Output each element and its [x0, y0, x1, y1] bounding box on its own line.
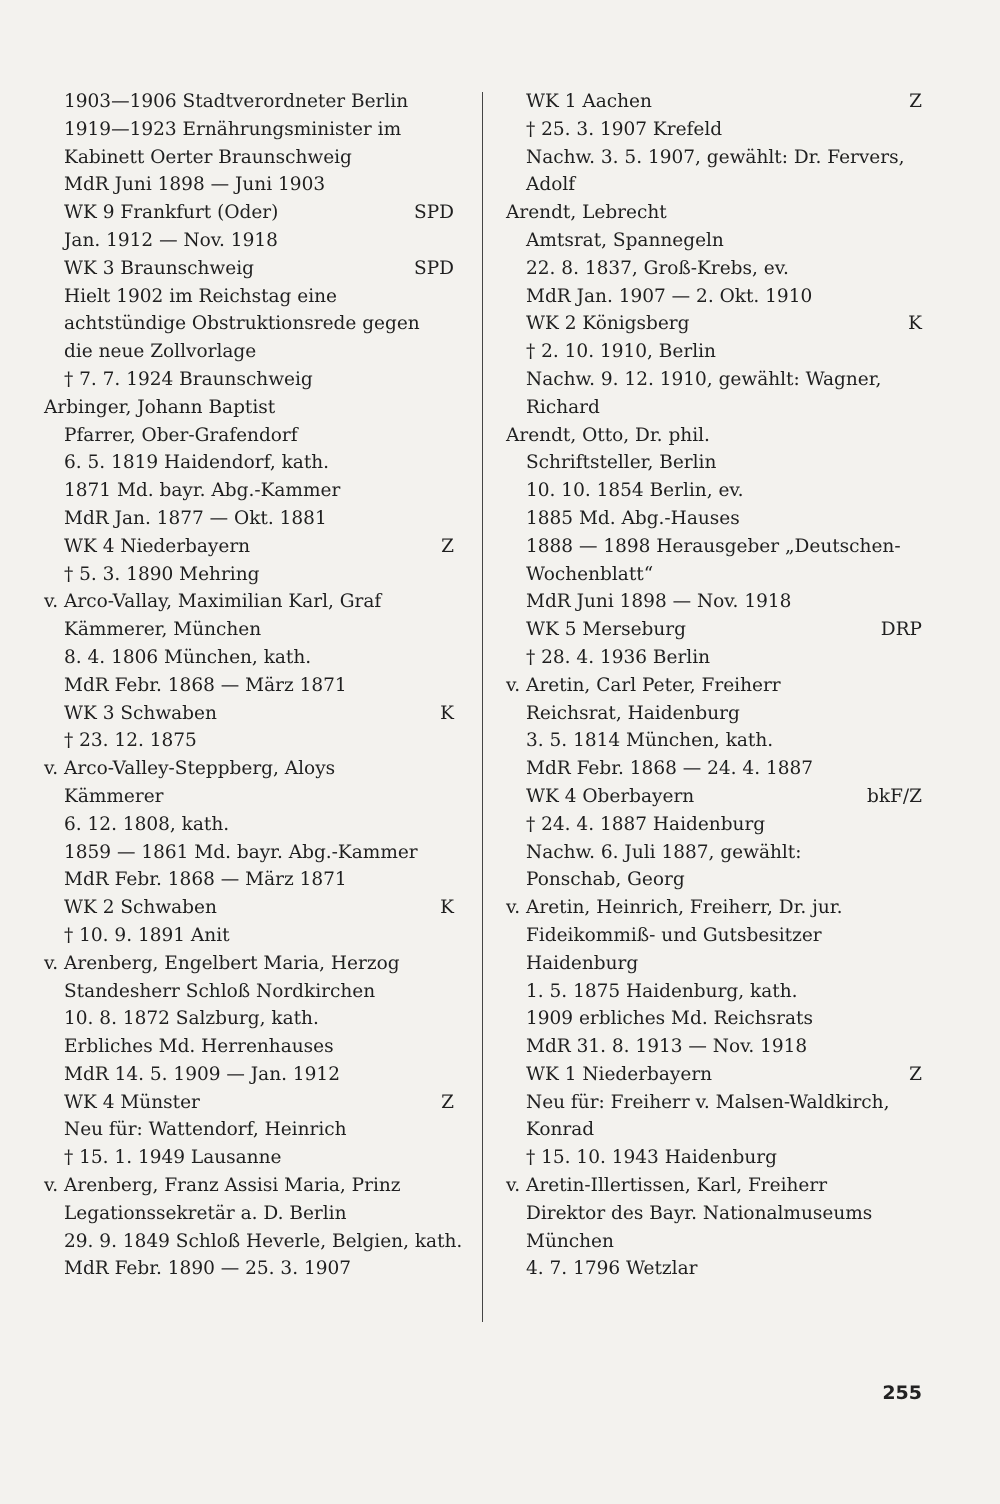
entry-line: [506, 310, 922, 338]
biography-entry: [506, 672, 922, 894]
constituency: WK 3 Schwaben: [64, 702, 217, 724]
entry-line: MdR Juni 1898 — Juni 1903: [64, 174, 326, 196]
entry-line: 1. 5. 1875 Haidenburg, kath.: [526, 980, 798, 1002]
entry-line: MdR Jan. 1907 — 2. Okt. 1910: [526, 285, 813, 307]
biography-entry: [44, 394, 454, 589]
entry-line: [44, 199, 454, 227]
constituency: WK 5 Merseburg: [526, 619, 686, 641]
death-line: † 15. 10. 1943 Haidenburg: [526, 1147, 777, 1169]
page-number: 255: [882, 1382, 922, 1404]
death-line: † 15. 1. 1949 Lausanne: [64, 1147, 282, 1169]
entry-line: Direktor des Bayr. Nationalmuseums: [526, 1202, 873, 1224]
entry-name: Arendt, Lebrecht: [506, 202, 667, 224]
death-line: † 2. 10. 1910, Berlin: [526, 341, 716, 363]
entry-line: Nachw. 9. 12. 1910, gewählt: Wagner,: [526, 368, 882, 390]
entry-line: 22. 8. 1837, Groß-Krebs, ev.: [526, 257, 789, 279]
constituency: WK 9 Frankfurt (Oder): [64, 202, 279, 224]
death-line: † 24. 4. 1887 Haidenburg: [526, 813, 766, 835]
entry-line: Kämmerer, München: [64, 619, 262, 641]
entry-line: [506, 783, 922, 811]
constituency: WK 1 Niederbayern: [526, 1063, 713, 1085]
entry-line: 29. 9. 1849 Schloß Heverle, Belgien, kath.: [64, 1230, 463, 1252]
entry-line: [44, 1089, 454, 1117]
entry-line: Legationssekretär a. D. Berlin: [64, 1202, 347, 1224]
biography-entry: [44, 950, 454, 1172]
entry-line: Nachw. 3. 5. 1907, gewählt: Dr. Fervers,: [526, 146, 905, 168]
party-label: K: [440, 897, 454, 919]
death-line: † 7. 7. 1924 Braunschweig: [64, 368, 313, 390]
entry-line: 1871 Md. bayr. Abg.-Kammer: [64, 480, 341, 502]
death-line: † 25. 3. 1907 Krefeld: [526, 118, 723, 140]
party-label: K: [440, 702, 454, 724]
entry-line: Wochenblatt“: [526, 563, 654, 585]
entry-line: [506, 1061, 922, 1089]
death-line: † 5. 3. 1890 Mehring: [64, 563, 260, 585]
column-divider: [482, 92, 483, 1322]
entry-line: Schriftsteller, Berlin: [526, 452, 717, 474]
constituency: WK 2 Schwaben: [64, 897, 217, 919]
entry-line: 10. 10. 1854 Berlin, ev.: [526, 480, 744, 502]
biography-entry: [506, 1172, 922, 1283]
entry-line: Konrad: [526, 1119, 595, 1141]
entry-line: Amtsrat, Spannegeln: [526, 229, 724, 251]
entry-line: Nachw. 6. Juli 1887, gewählt:: [526, 841, 802, 863]
entry-line: 4. 7. 1796 Wetzlar: [526, 1258, 698, 1280]
death-line: † 23. 12. 1875: [64, 730, 197, 752]
entry-line: Haidenburg: [526, 952, 639, 974]
constituency: WK 1 Aachen: [526, 91, 652, 112]
constituency: WK 4 Oberbayern: [526, 785, 695, 807]
continued-entry: [506, 88, 922, 199]
constituency: WK 4 Niederbayern: [64, 535, 251, 557]
entry-line: 1885 Md. Abg.-Hauses: [526, 507, 740, 529]
entry-line: Ponschab, Georg: [526, 869, 685, 891]
entry-name: v. Arco-Vallay, Maximilian Karl, Graf: [44, 591, 382, 613]
party-label: SPD: [414, 202, 454, 224]
party-label: Z: [909, 91, 922, 112]
left-column: [44, 88, 463, 1283]
entry-line: 6. 12. 1808, kath.: [64, 813, 230, 835]
entry-name: v. Arenberg, Engelbert Maria, Herzog: [44, 952, 400, 974]
entry-line: [44, 255, 454, 283]
entry-line: Neu für: Wattendorf, Heinrich: [64, 1119, 347, 1141]
entry-line: [44, 533, 454, 561]
entry-line: [506, 88, 922, 116]
entry-line: MdR 14. 5. 1909 — Jan. 1912: [64, 1063, 340, 1085]
continued-entry: [44, 88, 454, 394]
entry-name: v. Aretin, Carl Peter, Freiherr: [506, 674, 781, 696]
entry-line: 1859 — 1861 Md. bayr. Abg.-Kammer: [64, 841, 418, 863]
death-line: † 10. 9. 1891 Anit: [64, 924, 230, 946]
entry-line: MdR Juni 1898 — Nov. 1918: [526, 591, 792, 613]
party-label: Z: [909, 1063, 922, 1085]
entry-line: Adolf: [526, 174, 576, 196]
entry-name: v. Arenberg, Franz Assisi Maria, Prinz: [44, 1175, 401, 1197]
entry-line: Reichsrat, Haidenburg: [526, 702, 740, 724]
biography-entry: [506, 422, 922, 672]
entry-line: Fideikommiß- und Gutsbesitzer: [526, 924, 822, 946]
party-label: Z: [441, 1091, 454, 1113]
entry-name: Arbinger, Johann Baptist: [44, 396, 276, 418]
entry-line: 1909 erbliches Md. Reichsrats: [526, 1008, 813, 1030]
entry-line: 8. 4. 1806 München, kath.: [64, 646, 312, 668]
entry-line: MdR Febr. 1868 — 24. 4. 1887: [526, 758, 814, 780]
entry-line: MdR Febr. 1868 — März 1871: [64, 869, 347, 891]
entry-line: [506, 616, 922, 644]
entry-line: 1888 — 1898 Herausgeber „Deutschen-: [526, 535, 901, 557]
entry-line: Richard: [526, 396, 600, 418]
entry-line: Neu für: Freiherr v. Malsen-Waldkirch,: [526, 1091, 890, 1113]
constituency: WK 3 Braunschweig: [64, 257, 254, 279]
entry-line: Jan. 1912 — Nov. 1918: [64, 229, 278, 251]
entry-line: MdR Febr. 1868 — März 1871: [64, 674, 347, 696]
entry-line: Erbliches Md. Herrenhauses: [64, 1036, 334, 1058]
party-label: bkF/Z: [867, 785, 922, 807]
entry-line: 1919—1923 Ernährungsminister im: [64, 118, 402, 140]
entry-line: 1903—1906 Stadtverordneter Berlin: [64, 91, 409, 112]
entry-line: [44, 894, 454, 922]
entry-line: 6. 5. 1819 Haidendorf, kath.: [64, 452, 330, 474]
entry-line: MdR Jan. 1877 — Okt. 1881: [64, 507, 327, 529]
entry-line: Hielt 1902 im Reichstag eine: [64, 285, 338, 307]
entry-line: Standesherr Schloß Nordkirchen: [64, 980, 376, 1002]
entry-name: v. Aretin, Heinrich, Freiherr, Dr. jur.: [506, 897, 843, 919]
entry-line: achtstündige Obstruktionsrede gegen: [64, 313, 420, 335]
biography-entry: [44, 1172, 463, 1283]
entry-line: 10. 8. 1872 Salzburg, kath.: [64, 1008, 319, 1030]
entry-name: v. Aretin-Illertissen, Karl, Freiherr: [506, 1175, 828, 1197]
right-column: [506, 88, 922, 1283]
party-label: K: [908, 313, 922, 335]
entry-line: [44, 700, 454, 728]
biography-entry: [44, 755, 454, 950]
entry-name: Arendt, Otto, Dr. phil.: [506, 424, 710, 446]
constituency: WK 4 Münster: [64, 1091, 200, 1113]
biography-entry: [506, 894, 922, 1172]
biography-entry: [506, 199, 922, 421]
entry-line: MdR 31. 8. 1913 — Nov. 1918: [526, 1036, 808, 1058]
entry-line: die neue Zollvorlage: [64, 341, 257, 363]
party-label: SPD: [414, 257, 454, 279]
biography-entry: [44, 588, 454, 755]
party-label: Z: [441, 535, 454, 557]
entry-line: MdR Febr. 1890 — 25. 3. 1907: [64, 1258, 352, 1280]
entry-line: 3. 5. 1814 München, kath.: [526, 730, 774, 752]
entry-line: Pfarrer, Ober-Grafendorf: [64, 424, 298, 446]
party-label: DRP: [880, 619, 922, 641]
entry-name: v. Arco-Valley-Steppberg, Aloys: [44, 758, 336, 780]
entry-line: Kämmerer: [64, 785, 164, 807]
constituency: WK 2 Königsberg: [526, 313, 690, 335]
entry-line: München: [526, 1230, 614, 1252]
death-line: † 28. 4. 1936 Berlin: [526, 646, 711, 668]
entry-line: Kabinett Oerter Braunschweig: [64, 146, 352, 168]
